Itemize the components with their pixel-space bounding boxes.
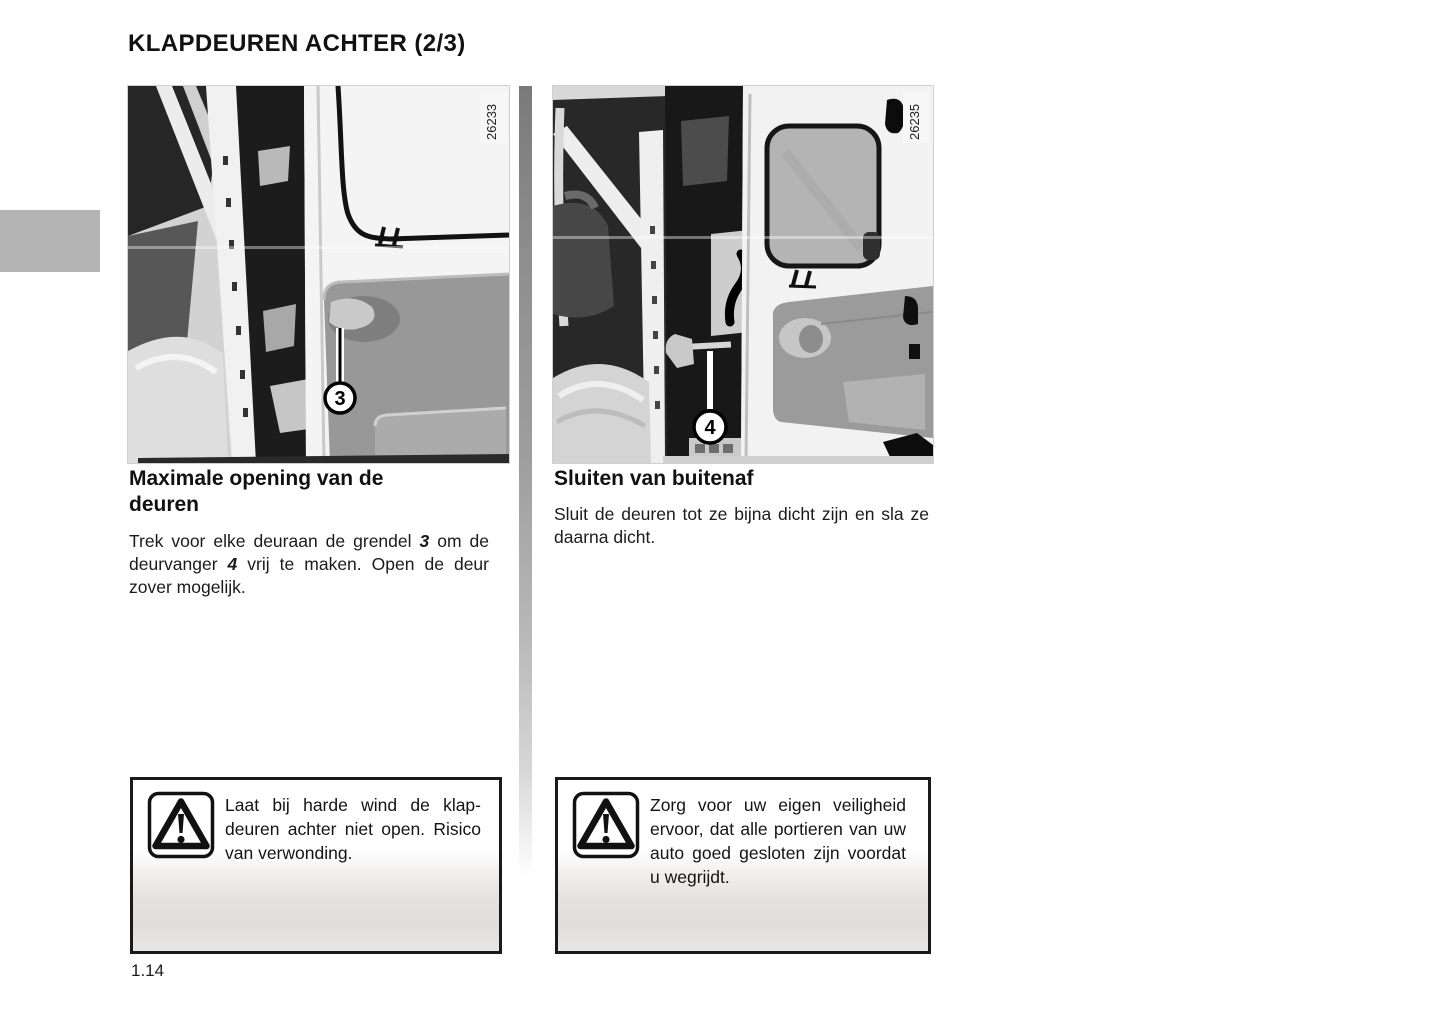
rear-door-open-photo <box>128 86 509 463</box>
ref-deurvanger-4: 4 <box>227 554 238 574</box>
chapter-side-tab <box>0 210 100 272</box>
ref-grendel-3: 3 <box>419 531 430 551</box>
callout-4-label: 4 <box>704 417 716 439</box>
door-stop <box>885 99 904 134</box>
section-close-outside <box>554 466 932 549</box>
column-divider <box>519 86 532 878</box>
image-code-right: 26235 <box>907 103 922 140</box>
left-section-body <box>129 530 489 599</box>
warning-box-wind <box>130 777 502 954</box>
right-section-heading: Sluiten van buitenaf <box>554 467 754 490</box>
right-section-body: Sluit de deuren tot ze bijna dicht zijn en sla ze daarna dicht. <box>554 504 929 547</box>
figure-rear-door-closing <box>553 86 933 463</box>
warning-text-doors-closed: Zorg voor uw eigen veiligheid ervoor, dat alle portieren van uw auto goed gesloten zijn voordat u wegrijdt. <box>650 795 906 887</box>
left-body-text: vrij te maken. Open de deur zover mogelijk. <box>129 554 489 597</box>
warning-icon <box>147 791 215 859</box>
figure-rear-door-open <box>128 86 509 463</box>
left-body-text: Trek voor elke deuraan de grendel <box>129 531 420 551</box>
image-code-left: 26233 <box>484 103 499 140</box>
left-body-text: om de deurvanger <box>129 531 489 574</box>
callout-3-label: 3 <box>334 388 346 410</box>
warning-box-doors-closed <box>555 777 931 954</box>
page-number: 1.14 <box>131 961 165 980</box>
warning-text-wind: Laat bij harde wind de klap-deuren achter niet open. Risico van verwonding. <box>225 795 481 863</box>
section-max-opening <box>129 466 501 599</box>
left-section-heading: Maximale opening van de deuren <box>129 467 384 516</box>
warning-icon <box>572 791 640 859</box>
rear-door-closing-photo <box>553 86 933 463</box>
page-title: KLAPDEUREN ACHTER (2/3) <box>128 30 466 57</box>
